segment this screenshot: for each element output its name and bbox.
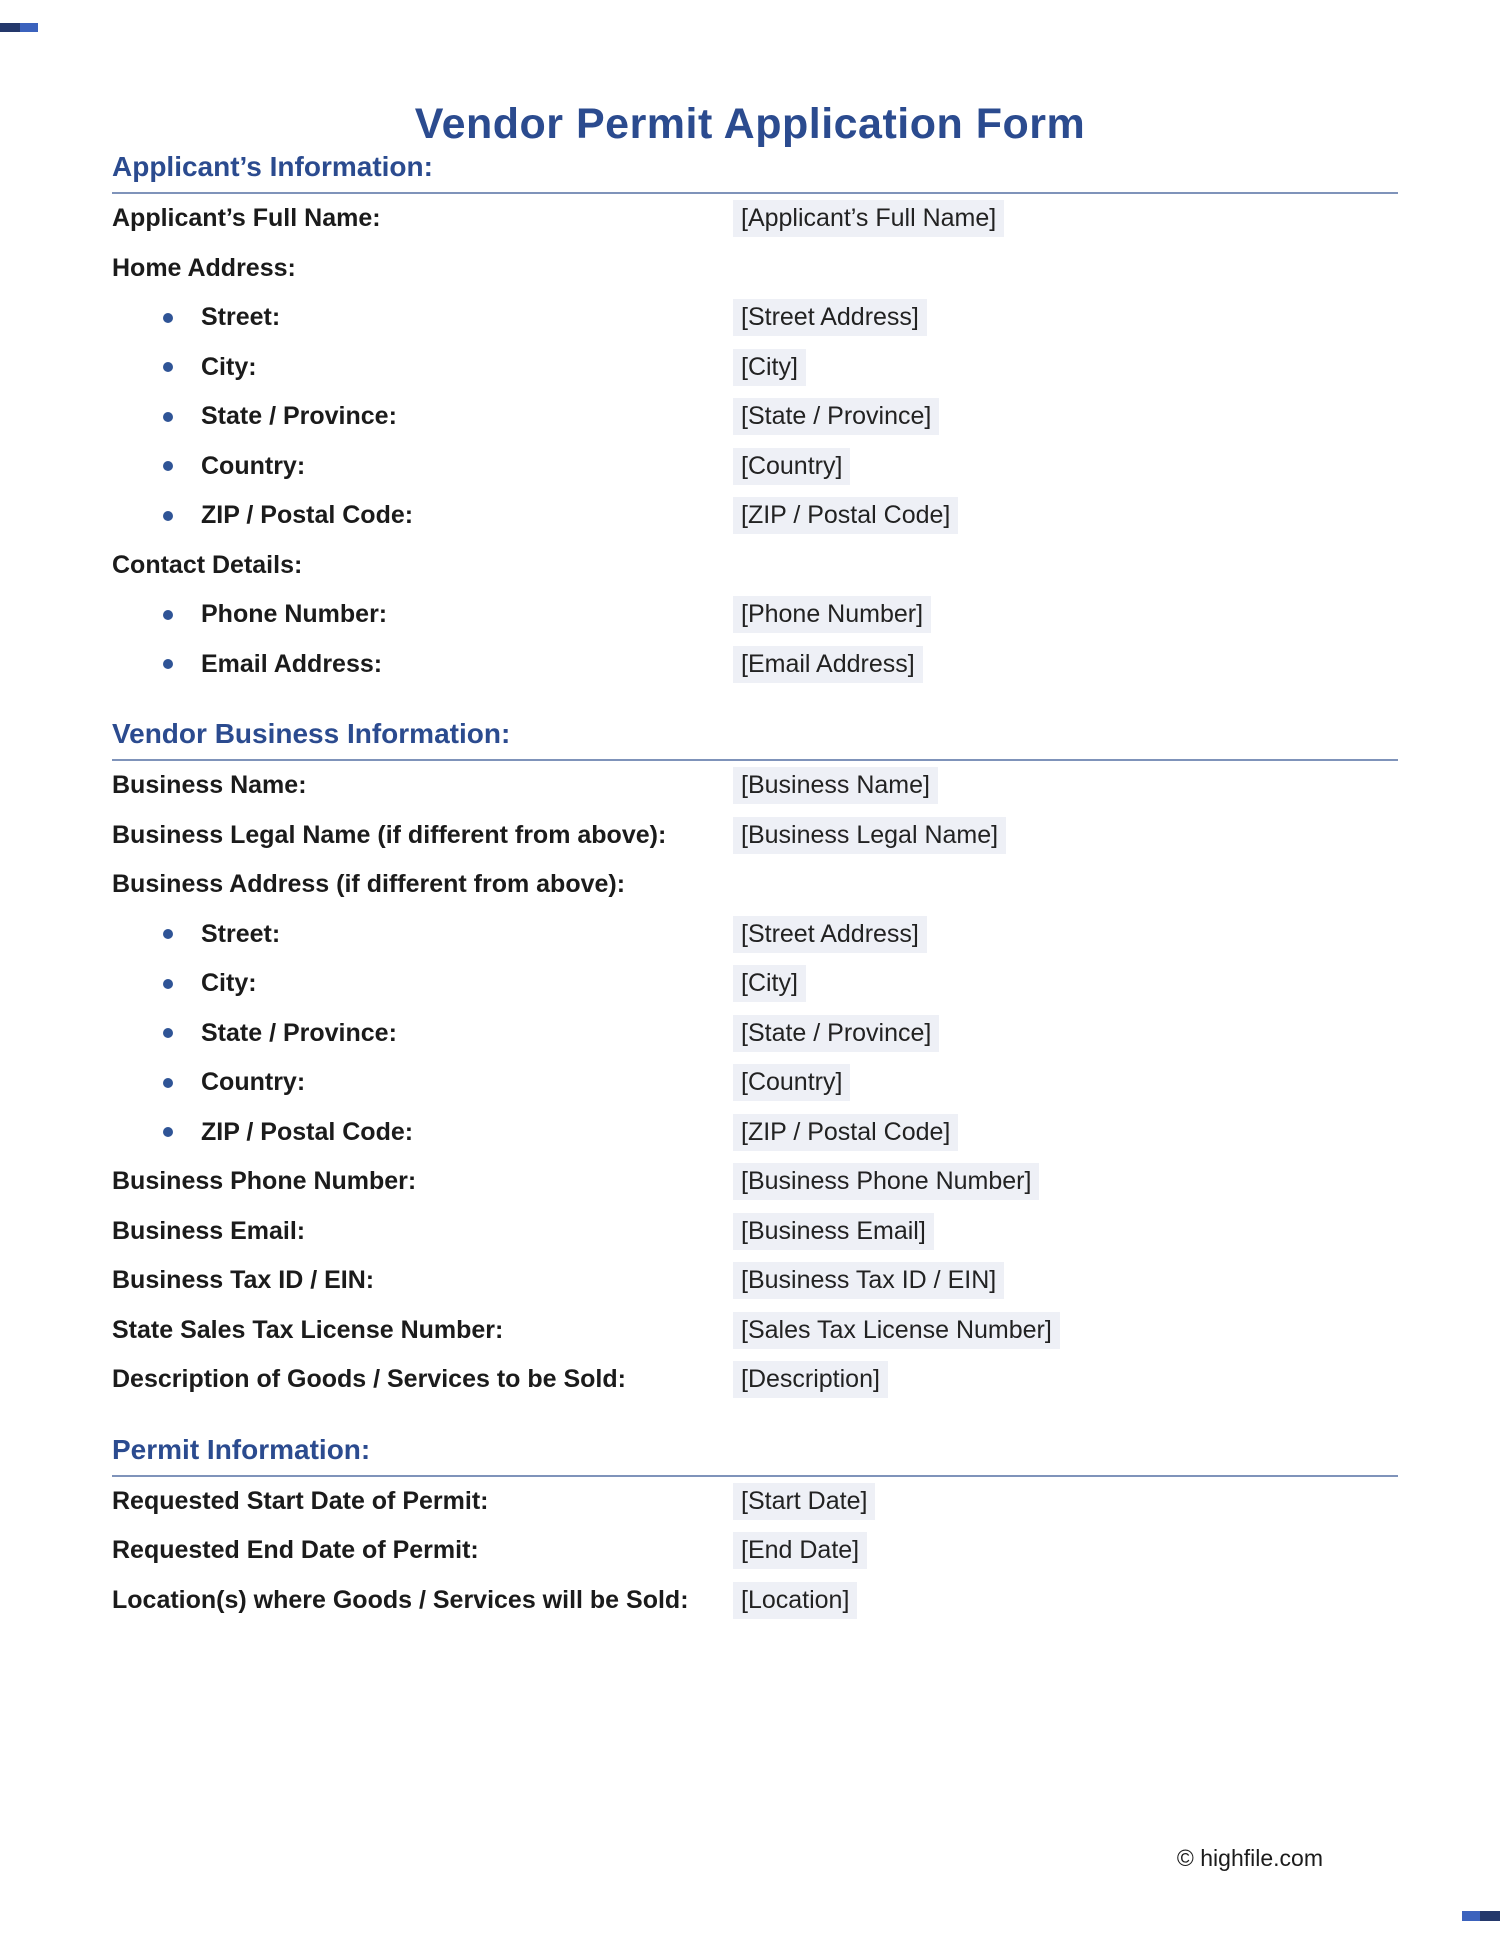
field-label — [112, 1068, 733, 1097]
form-row — [112, 811, 1398, 861]
bullet-icon — [163, 1127, 173, 1137]
section-heading: Permit Information: — [112, 1433, 1398, 1477]
form-row — [112, 343, 1398, 393]
form-row — [112, 761, 1398, 811]
accent-segment-light — [20, 23, 38, 32]
value-placeholder[interactable]: [Street Address] — [733, 916, 927, 953]
value-placeholder[interactable]: [Street Address] — [733, 299, 927, 336]
value-placeholder[interactable]: [Country] — [733, 448, 850, 485]
bullet-icon — [163, 1078, 173, 1088]
value-placeholder[interactable]: [Email Address] — [733, 646, 923, 683]
field-label — [112, 1118, 733, 1147]
form-row — [112, 1058, 1398, 1108]
form-row — [112, 442, 1398, 492]
form-row — [112, 1477, 1398, 1527]
form-row — [112, 590, 1398, 640]
bullet-icon — [163, 929, 173, 939]
value-placeholder[interactable]: [State / Province] — [733, 1015, 939, 1052]
value-placeholder[interactable]: [Location] — [733, 1582, 857, 1619]
top-left-accent-bar — [0, 23, 38, 32]
field-label — [112, 600, 733, 629]
field-label — [112, 1586, 733, 1615]
field-label-text: Business Name: — [112, 771, 307, 800]
field-label — [112, 1167, 733, 1196]
value-placeholder[interactable]: [Applicant’s Full Name] — [733, 200, 1004, 237]
form-row — [112, 1157, 1398, 1207]
bullet-icon — [163, 461, 173, 471]
value-placeholder[interactable]: [State / Province] — [733, 398, 939, 435]
bullet-icon — [163, 659, 173, 669]
form-row — [112, 1306, 1398, 1356]
field-label — [112, 1266, 733, 1295]
field-label — [112, 920, 733, 949]
bullet-icon — [163, 412, 173, 422]
form-row — [112, 194, 1398, 244]
form-row — [112, 491, 1398, 541]
field-label-text: Business Email: — [112, 1216, 306, 1245]
value-placeholder[interactable]: [ZIP / Postal Code] — [733, 497, 958, 534]
form-row — [112, 640, 1398, 690]
form-row — [112, 244, 1398, 294]
field-label-text: Business Legal Name (if different from above): — [112, 820, 667, 849]
field-label-text: Description of Goods / Services to be Sold: — [112, 1365, 626, 1394]
field-label — [112, 1487, 733, 1516]
bullet-icon — [163, 1028, 173, 1038]
value-placeholder[interactable]: [Start Date] — [733, 1483, 875, 1520]
value-placeholder[interactable]: [Business Legal Name] — [733, 817, 1006, 854]
field-label-text: Requested Start Date of Permit: — [112, 1486, 489, 1515]
field-label — [112, 771, 733, 800]
form-row — [112, 860, 1398, 910]
field-label — [112, 870, 733, 899]
value-placeholder[interactable]: [Business Email] — [733, 1213, 934, 1250]
field-label-text: State / Province: — [201, 1018, 397, 1047]
form-row — [112, 1355, 1398, 1405]
field-label-text: Country: — [201, 451, 306, 480]
field-label — [112, 402, 733, 431]
field-label-text: Home Address: — [112, 253, 296, 282]
value-placeholder[interactable]: [Phone Number] — [733, 596, 931, 633]
field-label-text: Business Address (if different from above): — [112, 870, 626, 899]
section-vendor-business-information — [112, 717, 1398, 1405]
field-label-text: Phone Number: — [201, 600, 388, 629]
bullet-icon — [163, 313, 173, 323]
field-label-text: City: — [201, 352, 257, 381]
field-label-text: Contact Details: — [112, 550, 303, 579]
value-placeholder[interactable]: [Country] — [733, 1064, 850, 1101]
form-row — [112, 293, 1398, 343]
value-placeholder[interactable]: [Business Tax ID / EIN] — [733, 1262, 1004, 1299]
footer-credit: © highfile.com — [1176, 1845, 1323, 1871]
field-label — [112, 1217, 733, 1246]
form-row — [112, 541, 1398, 591]
field-label-text: Street: — [201, 303, 281, 332]
value-placeholder[interactable]: [Business Phone Number] — [733, 1163, 1039, 1200]
field-label-text: Business Tax ID / EIN: — [112, 1266, 375, 1295]
field-label — [112, 1316, 733, 1345]
form-row — [112, 959, 1398, 1009]
page-title: Vendor Permit Application Form — [414, 100, 1086, 148]
field-label — [112, 551, 733, 580]
form-row — [112, 1256, 1398, 1306]
field-label — [112, 821, 733, 850]
form-row — [112, 910, 1398, 960]
field-label — [112, 969, 733, 998]
value-placeholder[interactable]: [End Date] — [733, 1532, 867, 1569]
accent-segment-dark — [0, 23, 20, 32]
form-row — [112, 1526, 1398, 1576]
field-label — [112, 452, 733, 481]
field-label-text: ZIP / Postal Code: — [201, 501, 414, 530]
field-label — [112, 1536, 733, 1565]
field-label-text: Business Phone Number: — [112, 1167, 417, 1196]
value-placeholder[interactable]: [Description] — [733, 1361, 888, 1398]
bottom-right-accent-bar — [1462, 1911, 1500, 1921]
field-label-text: City: — [201, 969, 257, 998]
section-heading: Vendor Business Information: — [112, 717, 1398, 761]
form-body — [112, 150, 1398, 1625]
form-row — [112, 1009, 1398, 1059]
accent-segment-light — [1462, 1911, 1480, 1921]
field-label — [112, 1365, 733, 1394]
field-label-text: Location(s) where Goods / Services will be Sold: — [112, 1585, 689, 1614]
field-label-text: ZIP / Postal Code: — [201, 1117, 414, 1146]
field-label — [112, 303, 733, 332]
accent-segment-dark — [1480, 1911, 1500, 1921]
section-applicants-information — [112, 150, 1398, 689]
value-placeholder[interactable]: [ZIP / Postal Code] — [733, 1114, 958, 1151]
bullet-icon — [163, 362, 173, 372]
field-label — [112, 204, 733, 233]
field-label — [112, 501, 733, 530]
field-label — [112, 1019, 733, 1048]
field-label-text: Street: — [201, 919, 281, 948]
value-placeholder[interactable]: [Business Name] — [733, 767, 938, 804]
field-label-text: Email Address: — [201, 649, 383, 678]
bullet-icon — [163, 610, 173, 620]
value-placeholder[interactable]: [Sales Tax License Number] — [733, 1312, 1060, 1349]
field-label-text: Country: — [201, 1068, 306, 1097]
value-placeholder[interactable]: [City] — [733, 349, 806, 386]
form-row — [112, 1108, 1398, 1158]
value-placeholder[interactable]: [City] — [733, 965, 806, 1002]
section-heading: Applicant’s Information: — [112, 150, 1398, 194]
field-label-text: State / Province: — [201, 402, 397, 431]
field-label — [112, 353, 733, 382]
section-permit-information — [112, 1433, 1398, 1626]
field-label-text: Applicant’s Full Name: — [112, 204, 381, 233]
field-label — [112, 254, 733, 283]
form-row — [112, 1576, 1398, 1626]
bullet-icon — [163, 511, 173, 521]
field-label-text: State Sales Tax License Number: — [112, 1315, 504, 1344]
field-label-text: Requested End Date of Permit: — [112, 1536, 479, 1565]
bullet-icon — [163, 979, 173, 989]
form-row — [112, 1207, 1398, 1257]
field-label — [112, 650, 733, 679]
form-row — [112, 392, 1398, 442]
